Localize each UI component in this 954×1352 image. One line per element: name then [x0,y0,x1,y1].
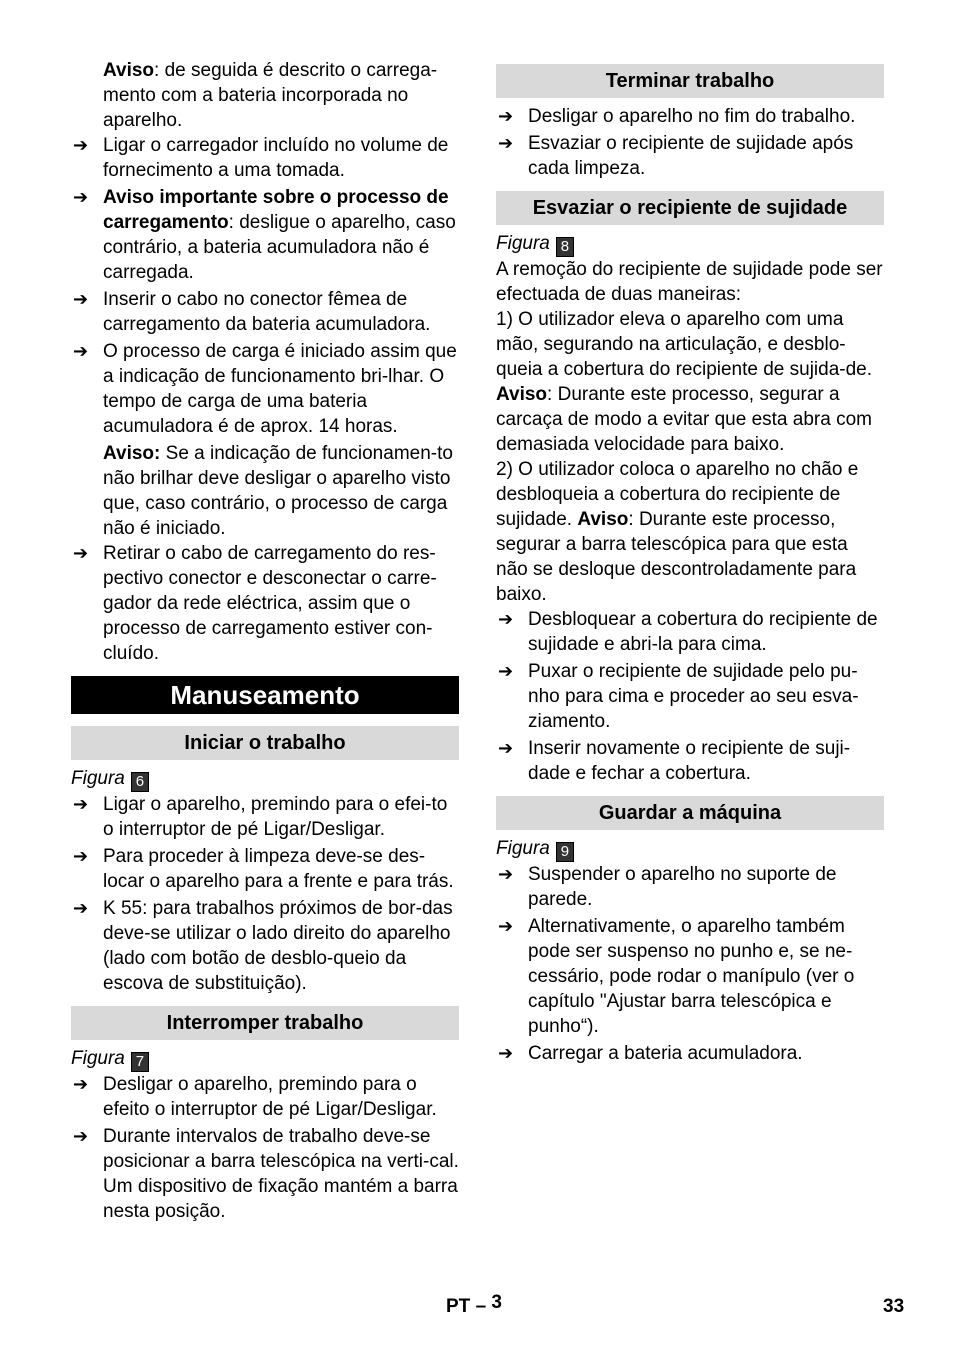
right-column [496,58,884,1068]
footer-section-label: PT – 3 [446,1292,502,1317]
section-heading: Guardar a máquina [496,796,884,830]
intro-note: Aviso: de seguida é descrito o carrega-mento com a bateria incorporada no aparelho. [103,60,438,131]
paragraph: 1) O utilizador eleva o aparelho com uma mão, segurando na articulação, e desblo-queia a cobertura do recipiente de sujida-de. Aviso: Durante este processo, segurar a carcaça de modo a evitar que esta abra com demasiada velocidade para baixo. [496,309,873,455]
list-item: ➔ Desligar o aparelho no fim do trabalho. [498,106,856,127]
arrow-icon: ➔ [73,187,89,207]
left-column [71,58,459,1226]
arrow-icon: ➔ [73,794,89,814]
arrow-icon: ➔ [498,609,514,629]
arrow-icon: ➔ [73,898,89,918]
section-heading: Esvaziar o recipiente de sujidade [496,191,884,225]
arrow-icon: ➔ [498,916,514,936]
figure-reference: Figura 7 [71,1046,459,1072]
figure-number: 7 [131,1052,149,1072]
list-item: ➔ Ligar o carregador incluído no volume de fornecimento a uma tomada. [73,135,449,181]
section-heading: Iniciar o trabalho [71,726,459,760]
figure-number: 8 [556,237,574,257]
list-item: ➔ Puxar o recipiente de sujidade pelo pu-nho para cima e proceder ao seu esva-ziamento. [498,661,859,732]
arrow-icon: ➔ [73,289,89,309]
section-heading: Interromper trabalho [71,1006,459,1040]
arrow-icon: ➔ [73,341,89,361]
arrow-icon: ➔ [498,661,514,681]
section-heading: Terminar trabalho [496,64,884,98]
charging-note: Aviso: Se a indicação de funcionamen-to não brilhar deve desligar o aparelho visto que, caso contrário, o processo de carga não é iniciado. [103,443,453,539]
page-number: 33 [883,1296,905,1317]
main-heading: Manuseamento [71,676,459,714]
list-item: ➔ Desbloquear a cobertura do recipiente de sujidade e abri-la para cima. [498,609,878,655]
arrow-icon: ➔ [498,106,514,126]
figure-reference: Figura 9 [496,836,884,862]
figure-number: 9 [556,842,574,862]
arrow-icon: ➔ [498,133,514,153]
list-item: ➔ O processo de carga é iniciado assim que a indicação de funcionamento bri-lhar. O tempo de carga de uma bateria acumuladora é de aprox. 14 horas. [73,341,457,437]
arrow-icon: ➔ [73,135,89,155]
charging-steps [71,133,459,439]
arrow-icon: ➔ [73,1074,89,1094]
list-item: ➔ Aviso importante sobre o processo de carregamento: desligue o aparelho, caso contrário, a bateria acumuladora não é carregada. [73,187,456,283]
paragraph: 2) O utilizador coloca o aparelho no chão e desbloqueia a cobertura do recipiente de sujidade. Aviso: Durante este processo, segurar a barra telescópica para que esta não se desloque descontroladamente para baixo. [496,459,859,605]
list-item: ➔ Esvaziar o recipiente de sujidade após cada limpeza. [498,133,854,179]
arrow-icon: ➔ [73,846,89,866]
list-item: ➔ Inserir novamente o recipiente de suji-dade e fechar a cobertura. [498,738,851,784]
list-item: ➔ K 55: para trabalhos próximos de bor-das deve-se utilizar o lado direito do aparelho (lado com botão de desblo-queio da escova de substituição). [73,898,453,994]
figure-reference: Figura 8 [496,231,884,257]
arrow-icon: ➔ [73,543,89,563]
list-item: ➔ Durante intervalos de trabalho deve-se posicionar a barra telescópica na verti-cal. Um dispositivo de fixação mantém a barra nesta posição. [73,1126,459,1222]
list-item: ➔ Suspender o aparelho no suporte de parede. [498,864,837,910]
paragraph: A remoção do recipiente de sujidade pode ser efectuada de duas maneiras: [496,259,883,305]
figure-reference: Figura 6 [71,766,459,792]
arrow-icon: ➔ [73,1126,89,1146]
list-item: ➔ Inserir o cabo no conector fêmea de carregamento da bateria acumuladora. [73,289,431,335]
list-item: ➔ Para proceder à limpeza deve-se des-locar o aparelho para a frente e para trás. [73,846,454,892]
arrow-icon: ➔ [498,864,514,884]
list-item: ➔ Retirar o cabo de carregamento do res-pectivo conector e desconectar o carre-gador da rede eléctrica, assim que o processo de carregamento estiver con-cluído. [73,543,437,664]
arrow-icon: ➔ [498,1043,514,1063]
arrow-icon: ➔ [498,738,514,758]
list-item: ➔ Desligar o aparelho, premindo para o efeito o interruptor de pé Ligar/Desligar. [73,1074,437,1120]
list-item: ➔ Carregar a bateria acumuladora. [498,1043,803,1064]
list-item: ➔ Ligar o aparelho, premindo para o efei-to o interruptor de pé Ligar/Desligar. [73,794,448,840]
list-item: ➔ Alternativamente, o aparelho também pode ser suspenso no punho e, se ne-cessário, pode rodar o manípulo (ver o capítulo "Ajustar barra telescópica e punho“). [498,916,855,1037]
figure-number: 6 [131,772,149,792]
